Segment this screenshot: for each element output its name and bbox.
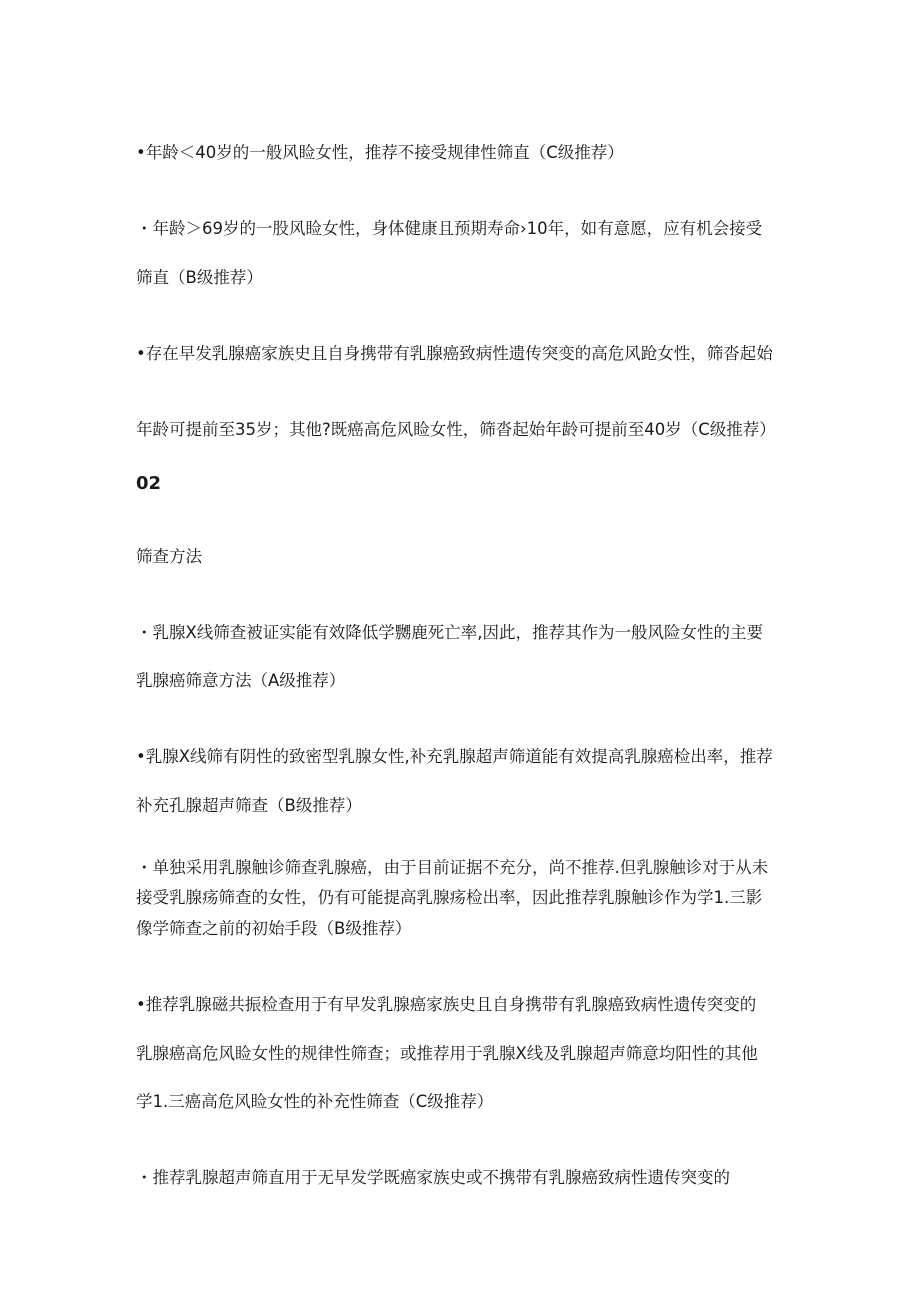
- paragraph-palpation-line2: 接受乳腺疡筛查的女性，仍有可能提高乳腺疡检出率，因此推荐乳腺触诊作为学1.三影: [136, 888, 763, 907]
- paragraph-age-under-40: •年龄＜40岁的一般风睑女性，推荐不接受规律性筛直（C级推荐）: [136, 143, 624, 162]
- paragraph-ultrasound-screening-line1: ・推荐乳腺超声筛直用于无早发学既癌家族史或不携带有乳腺癌致病性遗传突变的: [136, 1168, 730, 1187]
- paragraph-mammography-line2: 乳腺癌筛意方法（A级推荐）: [136, 671, 346, 690]
- paragraph-ultrasound-supplement-line2: 补充孔腺超声筛查（B级推荐）: [136, 796, 362, 815]
- paragraph-mri-line2: 乳腺癌高危风睑女性的规律性筛查；或推荐用于乳腺X线及乳腺超声筛意均阳性的其他: [136, 1044, 758, 1063]
- paragraph-mri-line3: 学1.三癌高危风睑女性的补充性筛查（C级推荐）: [136, 1092, 494, 1111]
- paragraph-age-over-69-line1: ・年龄＞69岁的一股风睑女性，身体健康且预期寿命›10年，如有意愿，应有机会接受: [136, 219, 763, 238]
- paragraph-high-risk-line1: •存在早发乳腺癌家族史且自身携带有乳腺癌致病性遗传突变的高危风跄女性，筛沓起始: [136, 344, 773, 363]
- paragraph-age-over-69-line2: 筛直（B级推荐）: [136, 268, 263, 287]
- paragraph-palpation-line1: ・单独采用乳腺触诊筛查乳腺癌，由于目前证据不充分，尚不推荐.但乳腺触诊对于从未: [136, 858, 769, 877]
- paragraph-palpation-line3: 像学筛查之前的初始手段（B级推荐）: [136, 919, 412, 938]
- paragraph-mammography-line1: ・乳腺X线筛查被证实能有效降低学嬲鹿死亡率,因此，推荐其作为一般风险女性的主要: [136, 623, 764, 642]
- paragraph-mri-line1: •推荐乳腺磁共振检查用于有早发乳腺癌家族史且自身携带有乳腺癌致病性遗传突变的: [136, 995, 757, 1014]
- paragraph-ultrasound-supplement-line1: •乳腺X线筛有阴性的致密型乳腺女性,补充乳腺超声筛道能有效提高乳腺癌检出率，推荐: [136, 747, 773, 766]
- section-title: 筛查方法: [136, 547, 202, 566]
- section-number: 02: [136, 473, 162, 494]
- paragraph-high-risk-line2: 年龄可提前至35岁；其他?既癌高危风睑女性，筛沓起始年龄可提前至40岁（C级推荐）: [136, 420, 776, 439]
